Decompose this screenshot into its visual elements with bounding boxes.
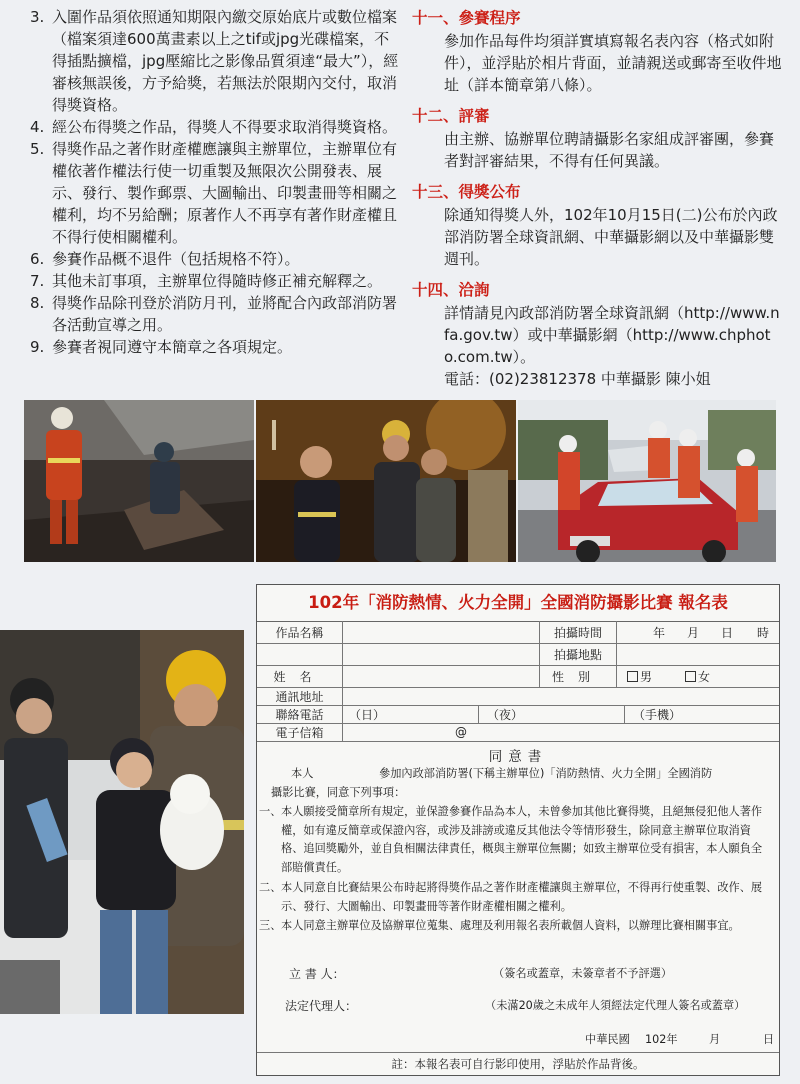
label-work-name: 作品名稱 [257,621,343,643]
signer-note: （簽名或蓋章，未簽章者不予評選） [493,967,673,980]
section-body: 除通知得獎人外，102年10月15日(二)公布於內政部消防署全球資訊網、中華攝影網以及中華攝影雙週刊。 [444,206,778,268]
label-name: 姓名 [257,665,343,687]
label-email: 電子信箱 [257,723,343,741]
gender-options [617,665,779,687]
rule-number: 8. [30,294,45,312]
section-body: 詳情請見內政部消防署全球資訊網（http://www.nfa.gov.tw）或中華攝影網（http://www.chphoto.com.tw）。 [444,304,780,366]
rule-text: 得獎作品之著作財產權應讓與主辦單位，主辦單位有權依著作權法行使一切重製及無限次公開發表、展示、發行、製作郵票、大圖輸出、印製畫冊等相關之權利，均不另給酬；原著作人不再享有著作財產權且不得行使相關權利。 [52,140,398,246]
section-heading: 十二、評審 [412,107,490,125]
section-judging [412,104,784,172]
rule-text: 得獎作品除刊登於消防月刊，並將配合內政部消防署各活動宣導之用。 [52,294,398,334]
clause-number: 一、 [259,805,282,818]
label-gender: 性別 [539,665,617,687]
row-name [257,665,779,688]
rule-text: 經公布得獎之作品，得獎人不得要求取消得獎資格。 [52,118,398,136]
shoot-time-field[interactable]: 年 月 日 時 [653,625,770,640]
form-note: 註：本報名表可自行影印使用，浮貼於作品背後。 [257,1052,779,1075]
clause-3 [259,917,771,936]
address-field[interactable] [343,687,779,705]
clause-text: 本人同意主辦單位及協辦單位蒐集、處理及利用報名表所載個人資料，以辦理比賽相關事宜。 [281,919,740,932]
date-year: 102年 [645,1033,678,1046]
email-field[interactable]: @ [455,725,467,739]
car-rescue-photo [518,400,776,562]
consent-title: 同意書 [488,749,548,765]
firefighter-rubble-photo [24,400,254,562]
phone-night-field[interactable]: （夜） [479,705,625,723]
clause-number: 三、 [259,919,282,932]
date-prefix: 中華民國 [585,1033,630,1046]
shoot-place-field[interactable] [617,643,779,665]
row-address [257,687,779,706]
row-phone [257,705,779,724]
contact-phone: 電話：(02)23812378 中華攝影 陳小姐 [444,370,711,388]
section-announcement [412,180,784,270]
blank-cell [257,643,343,665]
photo-strip [24,400,776,562]
rule-item [30,270,400,292]
section-heading: 十一、參賽程序 [412,9,521,27]
label-phone: 聯絡電話 [257,705,343,723]
section-procedure [412,6,784,96]
signer-label: 立 書 人： [289,967,345,981]
form-title: 102年「消防熱情、火力全開」全國消防攝影比賽 報名表 [257,585,779,622]
clause-text: 本人願接受簡章所有規定，並保證參賽作品為本人，未曾參加其他比賽得獎，且絕無侵犯他人著作權，如有違反簡章或保證內容，或涉及誹謗或違反其他法令等情形發生，除同意主辦單位取消資格、追回獎勵外，並自負相關法律責任，概與主辦單位無關；如致主辦單位受有損害，本人願負全部賠償責任。 [281,805,763,874]
clause-1 [259,803,771,877]
guardian-note: （未滿20歲之未成年人須經法定代理人簽名或蓋章） [485,999,746,1012]
work-name-field-cont[interactable] [343,643,539,665]
rule-item [30,138,400,248]
registration-form [256,584,780,1076]
section-heading: 十四、洽詢 [412,281,490,299]
rule-text: 其他未訂事項，主辦單位得隨時修正補充解釋之。 [52,272,383,290]
clause-number: 二、 [259,881,282,894]
rule-item [30,336,400,358]
clause-text: 本人同意自比賽結果公布時起將得獎作品之著作財產權讓與主辦單位，不得再行使重製、改作、展示、發行、大圖輸出、印製畫冊等著作財產權相關之權利。 [281,881,763,913]
date-day: 日 [763,1033,775,1046]
row-work-name [257,621,779,644]
label-address: 通訊地址 [257,687,343,705]
sections-column [412,6,784,398]
section-inquiry [412,278,784,390]
rule-number: 7. [30,272,45,290]
consent-section [257,739,779,1046]
firefighter-rescue-child-photo [0,630,244,1014]
rule-item [30,6,400,116]
rule-number: 6. [30,250,45,268]
phone-day-field[interactable]: （日） [343,705,479,723]
consent-intro-a: 本人 [291,767,314,780]
rule-text: 參賽者視同遵守本簡章之各項規定。 [52,338,293,356]
work-name-field[interactable] [343,621,539,643]
rule-number: 5. [30,140,45,158]
clause-2 [259,879,771,916]
rule-number: 3. [30,8,45,26]
female-option[interactable]: 女 [685,668,710,685]
guardian-label: 法定代理人： [285,999,358,1013]
female-checkbox[interactable] [685,671,696,682]
section-body: 參加作品每件均須詳實填寫報名表內容（格式如附件），並浮貼於相片背面，並請親送或郵寄至收件地址（詳本簡章第八條）。 [444,32,782,94]
consent-intro-b: 參加內政部消防署(下稱主辦單位)「消防熱情、火力全開」全國消防 [379,767,713,780]
rule-text: 參賽作品概不退件（包括規格不符）。 [52,250,300,268]
rule-number: 4. [30,118,45,136]
phone-mobile-field[interactable]: （手機） [633,707,682,722]
rule-text: 入圍作品須依照通知期限內繳交原始底片或數位檔案（檔案須達600萬畫素以上之tif或jpg光碟檔案，不得插點擴檔，jpg壓縮比之影像品質須達“最大”），經審核無誤後，方予給獎，若無法於限期內交付，取消得獎資格。 [52,8,399,114]
male-option[interactable]: 男 [627,668,652,685]
consent-intro-c: 攝影比賽，同意下列事項： [271,786,406,799]
male-checkbox[interactable] [627,671,638,682]
rules-list [30,6,400,358]
section-body: 由主辦、協辦單位聘請攝影名家組成評審團，參賽者對評審結果，不得有任何異議。 [444,130,775,170]
firefighters-night-photo [256,400,516,562]
rule-item [30,116,400,138]
rule-item [30,292,400,336]
section-heading: 十三、得獎公布 [412,183,521,201]
label-shoot-place: 拍攝地點 [539,643,617,665]
name-field[interactable] [343,665,539,687]
rule-number: 9. [30,338,45,356]
label-shoot-time: 拍攝時間 [539,621,617,643]
date-month: 月 [709,1033,721,1046]
rule-item [30,248,400,270]
row-shoot-place [257,643,779,666]
